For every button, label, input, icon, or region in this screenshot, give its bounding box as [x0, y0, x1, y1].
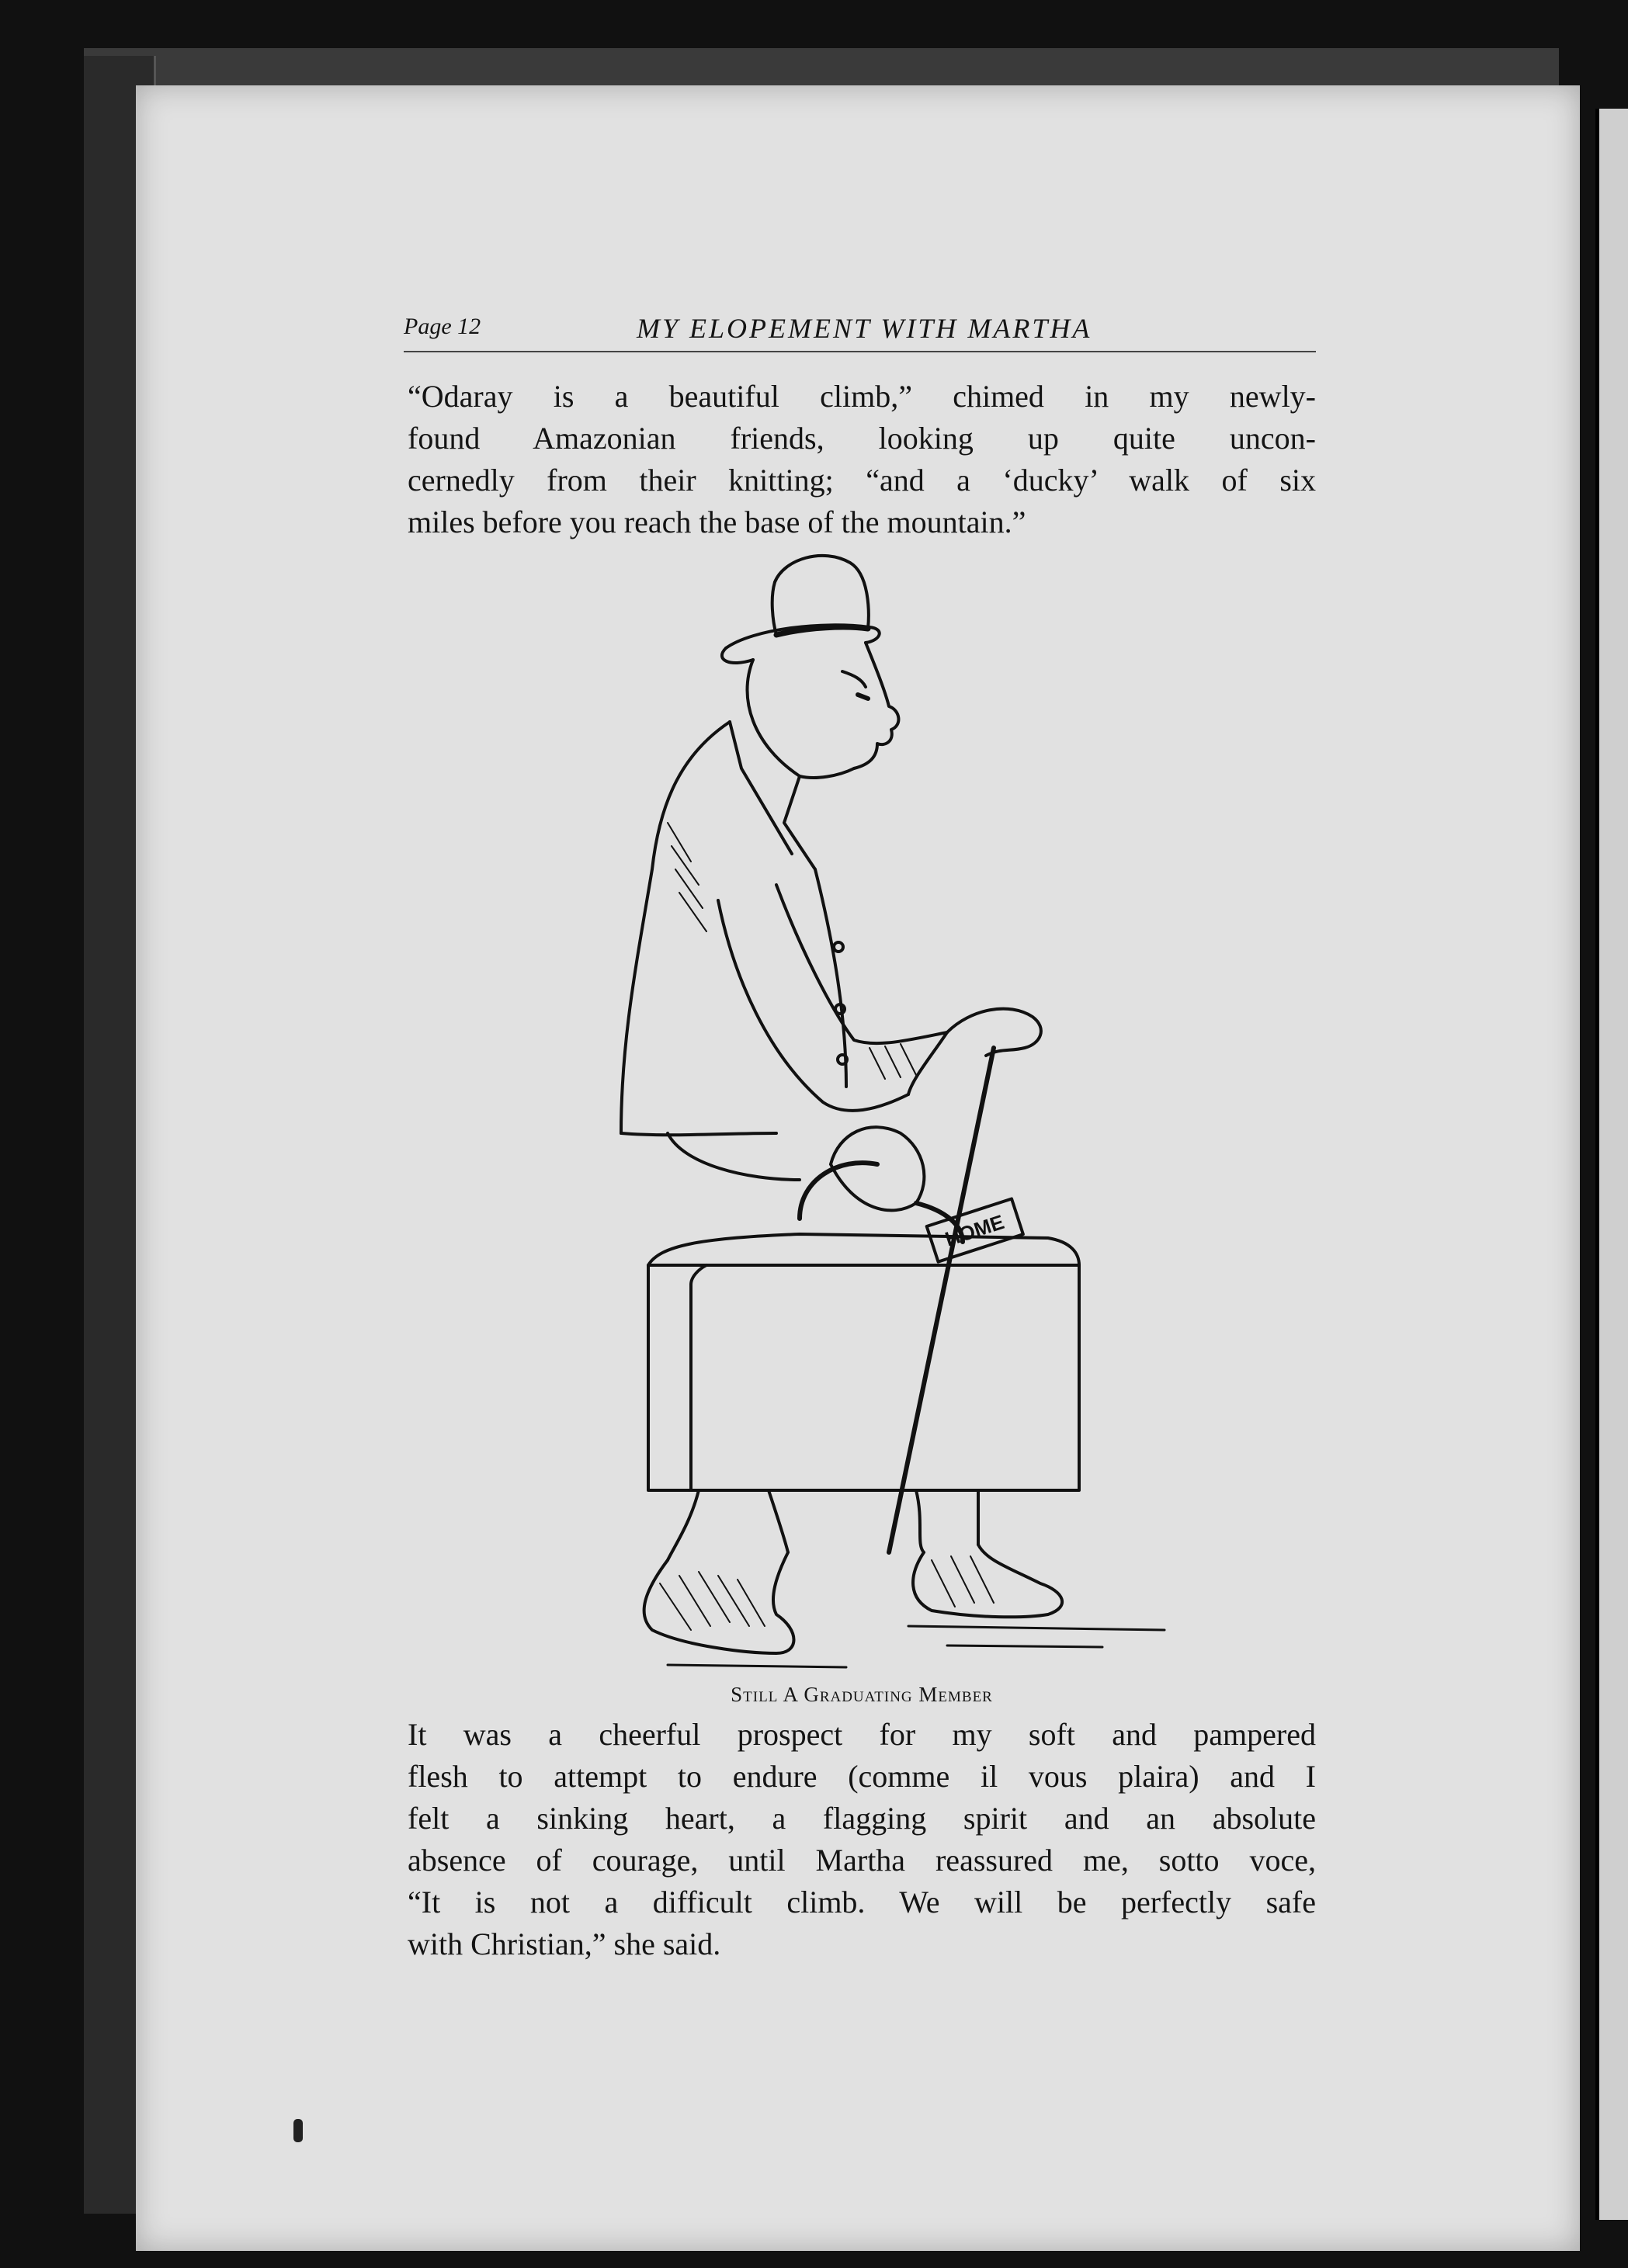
page-number: Page 12	[404, 314, 481, 339]
text-line: with Christian,” she said.	[408, 1926, 721, 1961]
text-line: found Amazonian friends, looking up quite uncon-	[408, 421, 1316, 456]
text-line: felt a sinking heart, a flagging spirit and an absolute	[408, 1801, 1316, 1836]
paragraph-1	[408, 376, 1316, 543]
text-line: miles before you reach the base of the mountain.”	[408, 505, 1026, 539]
text-line: It was a cheerful prospect for my soft and pampered	[408, 1717, 1316, 1752]
home-tag-label: HOME	[942, 1209, 1008, 1251]
text-line: “Odaray is a beautiful climb,” chimed in my newly-	[408, 379, 1316, 414]
text-line: “It is not a difficult climb. We will be perfectly safe	[408, 1885, 1316, 1919]
text-line: cernedly from their knitting; “and a ‘ducky’ walk of six	[408, 463, 1316, 498]
man-with-suitcase-illustration	[543, 543, 1242, 1677]
facing-page-edge	[1595, 109, 1628, 2220]
text-line: flesh to attempt to endure (comme il vous plaira) and I	[408, 1759, 1316, 1794]
running-title: MY ELOPEMENT WITH MARTHA	[637, 313, 1092, 344]
illustration-caption: Still A Graduating Member	[731, 1683, 993, 1706]
ink-mark	[293, 2119, 303, 2142]
paragraph-2	[408, 1714, 1316, 1965]
text-line: absence of courage, until Martha reassured me, sotto voce,	[408, 1843, 1316, 1878]
running-header	[404, 312, 1316, 352]
